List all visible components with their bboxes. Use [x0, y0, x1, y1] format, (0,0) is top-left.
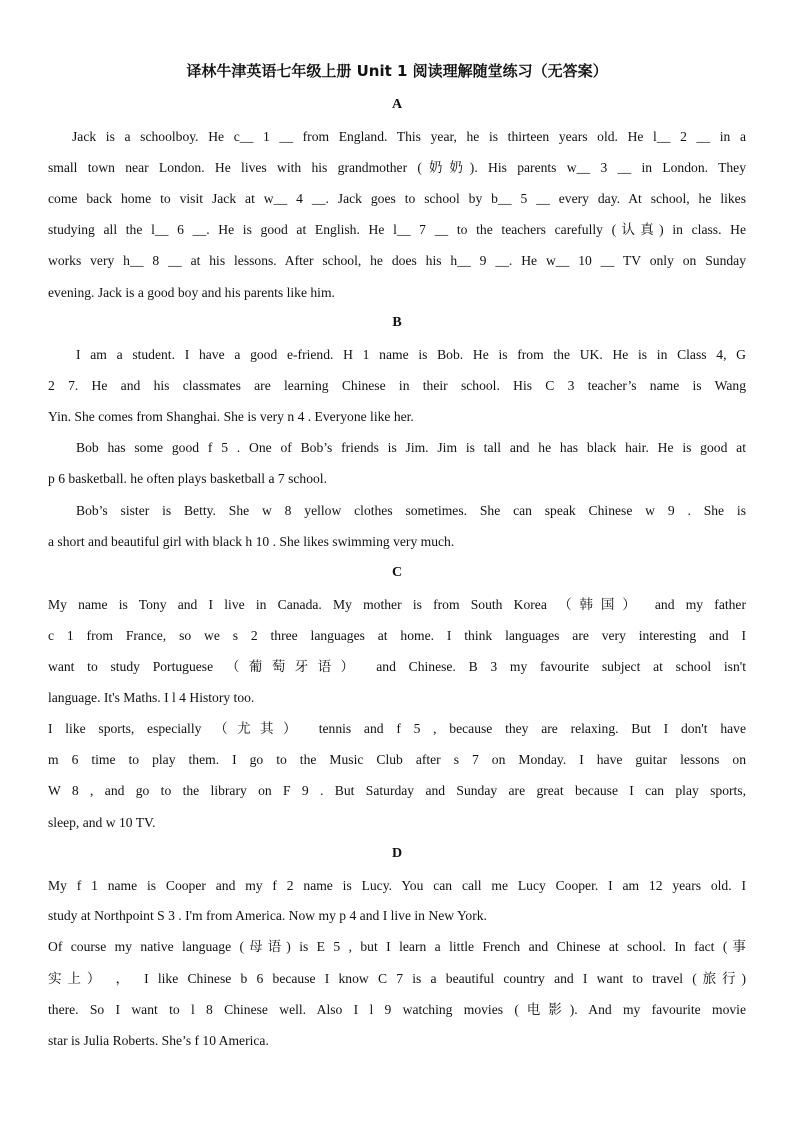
section-b-line-1: I am a student. I have a good e-friend. H 1 name is Bob. He is from the UK. He is in Class 4, G — [76, 347, 746, 362]
section-a-line-1: Jack is a schoolboy. He c__ 1 __ from England. This year, he is thirteen years old. He l__ 2 __ in a — [72, 129, 746, 144]
section-b-line-6: Bob’s sister is Betty. She w 8 yellow clothes sometimes. She can speak Chinese w 9 . She is — [76, 503, 746, 518]
section-c-line-5: I like sports, especially （尤其） tennis and f 5 , because they are relaxing. But I don't have — [48, 721, 746, 736]
section-b-line-2: 2 7. He and his classmates are learning Chinese in their school. His C 3 teacher’s name is Wang — [48, 378, 746, 393]
section-c-line-8: sleep, and w 10 TV. — [48, 815, 156, 830]
section-b-letter: B — [392, 315, 402, 330]
section-d-line-3: Of course my native language (母语) is E 5 , but I learn a little French and Chinese at school. In fact (事 — [48, 939, 746, 954]
section-c-line-7: W 8 , and go to the library on F 9 . But Saturday and Sunday are great because I can play sports, — [48, 783, 746, 798]
section-d-line-6: star is Julia Roberts. She’s f 10 America. — [48, 1033, 269, 1048]
section-a-line-2: small town near London. He lives with his grandmother (奶奶). His parents w__ 3 __ in London. They — [48, 160, 746, 175]
section-c-letter: C — [391, 565, 403, 580]
page-title: 译林牛津英语七年级上册 Unit 1 阅读理解随堂练习（无答案） — [186, 62, 608, 80]
section-b-line-7: a short and beautiful girl with black h 10 . She likes swimming very much. — [48, 534, 455, 549]
section-d-letter: D — [391, 846, 403, 861]
section-a-line-6: evening. Jack is a good boy and his parents like him. — [48, 285, 335, 300]
section-c-line-3: want to study Portuguese （葡萄牙语） and Chinese. B 3 my favourite subject at school isn't — [48, 659, 746, 674]
section-d-line-4: 实上） ， I like Chinese b 6 because I know C 7 is a beautiful country and I want to travel (旅行) — [48, 971, 746, 986]
section-c-line-1: My name is Tony and I live in Canada. My mother is from South Korea （韩国） and my father — [48, 597, 746, 612]
section-c-line-6: m 6 time to play them. I go to the Music Club after s 7 on Monday. I have guitar lessons on — [48, 752, 746, 767]
section-b-line-5: p 6 basketball. he often plays basketball a 7 school. — [48, 471, 327, 486]
section-d-line-5: there. So I want to l 8 Chinese well. Also I l 9 watching movies (电影). And my favourite movie — [48, 1002, 746, 1017]
section-c-line-2: c 1 from France, so we s 2 three languages at home. I think languages are very interesting and I — [48, 628, 746, 643]
section-d-line-1: My f 1 name is Cooper and my f 2 name is Lucy. You can call me Lucy Cooper. I am 12 years old. I — [48, 878, 746, 893]
section-a-line-4: studying all the l__ 6 __. He is good at English. He l__ 7 __ to the teachers carefully (认真) in class. He — [48, 222, 746, 237]
section-a-line-5: works very h__ 8 __ at his lessons. After school, he does his h__ 9 __. He w__ 10 __ TV only on Sunday — [48, 253, 746, 268]
section-b-line-3: Yin. She comes from Shanghai. She is very n 4 . Everyone like her. — [48, 409, 414, 424]
section-b-line-4: Bob has some good f 5 . One of Bob’s friends is Jim. Jim is tall and he has black hair. He is good at — [76, 440, 746, 455]
section-d-line-2: study at Northpoint S 3 . I'm from America. Now my p 4 and I live in New York. — [48, 908, 487, 923]
section-a-line-3: come back home to visit Jack at w__ 4 __. Jack goes to school by b__ 5 __ every day. At school, he likes — [48, 191, 746, 206]
section-c-line-4: language. It's Maths. I l 4 History too. — [48, 690, 255, 705]
section-a-letter: A — [391, 97, 403, 112]
